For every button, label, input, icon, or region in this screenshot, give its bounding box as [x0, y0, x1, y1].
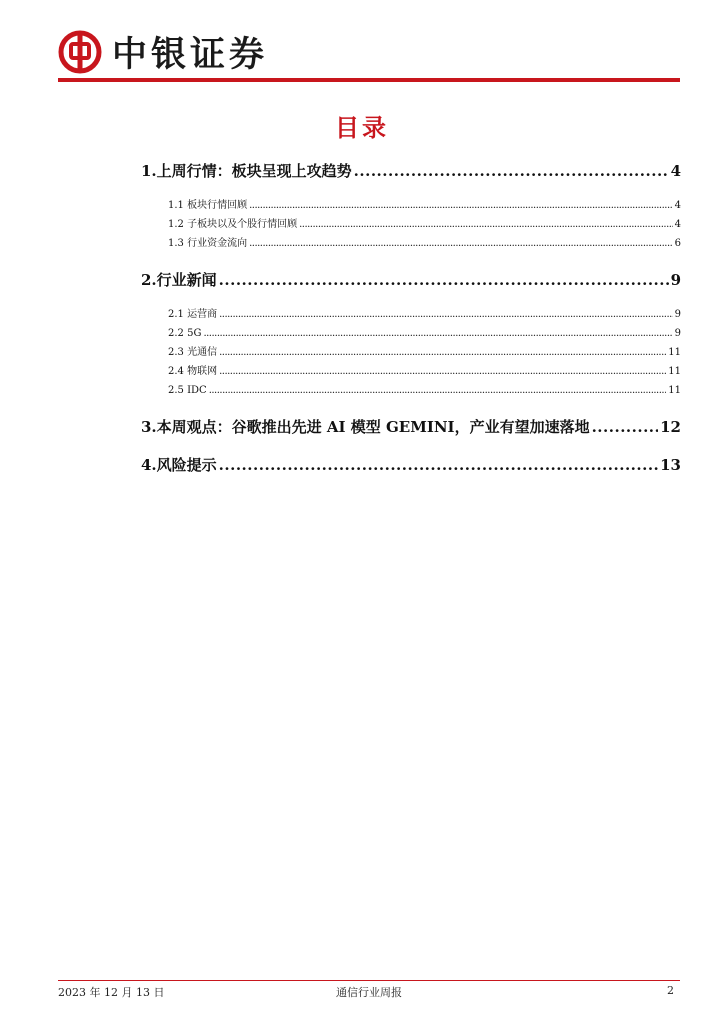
- toc-entry-label: 1.1 板块行情回顾: [168, 200, 248, 211]
- toc-entry-label: 1.上周行情：板块呈现上攻趋势: [141, 162, 352, 180]
- toc-entry-2-1[interactable]: [141, 305, 681, 324]
- toc-entry-label: 4.风险提示: [141, 456, 217, 474]
- footer-page-number: 2: [667, 984, 674, 997]
- toc-entry-section-3[interactable]: [141, 416, 681, 438]
- toc-entry-label: 2.4 物联网: [168, 366, 218, 377]
- dot-leader: [203, 324, 672, 343]
- dot-leader: [209, 381, 667, 400]
- toc-entry-section-4[interactable]: [141, 454, 681, 476]
- toc-entry-1-3[interactable]: [141, 234, 681, 253]
- toc-entry-page: 11: [668, 347, 681, 358]
- toc-entry-page: 4: [674, 200, 681, 211]
- dot-leader: [299, 215, 673, 234]
- bank-of-china-logo-icon: [58, 30, 102, 74]
- toc-entry-section-2[interactable]: [141, 269, 681, 291]
- toc-entry-page: 9: [674, 328, 681, 339]
- toc-entry-label: 2.行业新闻: [141, 271, 217, 289]
- dot-leader: [249, 234, 673, 253]
- dot-leader: [354, 160, 669, 182]
- toc-entry-label: 2.5 IDC: [168, 385, 207, 396]
- toc-entry-section-1[interactable]: [141, 160, 681, 182]
- toc-entry-page: 11: [668, 366, 681, 377]
- footer-date: 2023 年 12 月 13 日: [58, 986, 165, 999]
- footer-divider: [58, 980, 680, 981]
- toc-entry-page: 4: [670, 162, 681, 180]
- toc-entry-2-2[interactable]: [141, 324, 681, 343]
- toc-entry-label: 3.本周观点：谷歌推出先进 AI 模型 GEMINI，产业有望加速落地: [141, 418, 590, 436]
- toc-entry-page: 6: [674, 238, 681, 249]
- toc-entry-page: 4: [674, 219, 681, 230]
- dot-leader: [219, 362, 666, 381]
- toc-entry-page: 11: [668, 385, 681, 396]
- page-header: [58, 26, 268, 78]
- dot-leader: [249, 196, 673, 215]
- toc-entry-page: 9: [674, 309, 681, 320]
- toc-entry-2-3[interactable]: [141, 343, 681, 362]
- dot-leader: [592, 416, 659, 438]
- brand-name: 中银证券: [112, 35, 269, 75]
- footer-report-title: 通信行业周报: [336, 986, 402, 999]
- toc-entry-label: 1.3 行业资金流向: [168, 238, 248, 249]
- toc-entry-label: 2.1 运营商: [168, 309, 218, 320]
- toc-entry-page: 12: [660, 418, 681, 436]
- toc-entry-2-5[interactable]: [141, 381, 681, 400]
- toc-entry-page: 13: [660, 456, 681, 474]
- toc-entry-1-2[interactable]: [141, 215, 681, 234]
- dot-leader: [219, 454, 658, 476]
- toc-entry-label: 2.2 5G: [168, 328, 202, 339]
- toc-entry-page: 9: [670, 271, 681, 289]
- dot-leader: [219, 269, 669, 291]
- toc-entry-1-1[interactable]: [141, 196, 681, 215]
- toc-entry-label: 2.3 光通信: [168, 347, 218, 358]
- dot-leader: [219, 343, 666, 362]
- toc-title: 目录: [335, 113, 389, 142]
- toc-entry-label: 1.2 子板块以及个股行情回顾: [168, 219, 298, 230]
- dot-leader: [219, 305, 673, 324]
- table-of-contents: [141, 160, 681, 476]
- toc-entry-2-4[interactable]: [141, 362, 681, 381]
- header-divider: [58, 78, 680, 82]
